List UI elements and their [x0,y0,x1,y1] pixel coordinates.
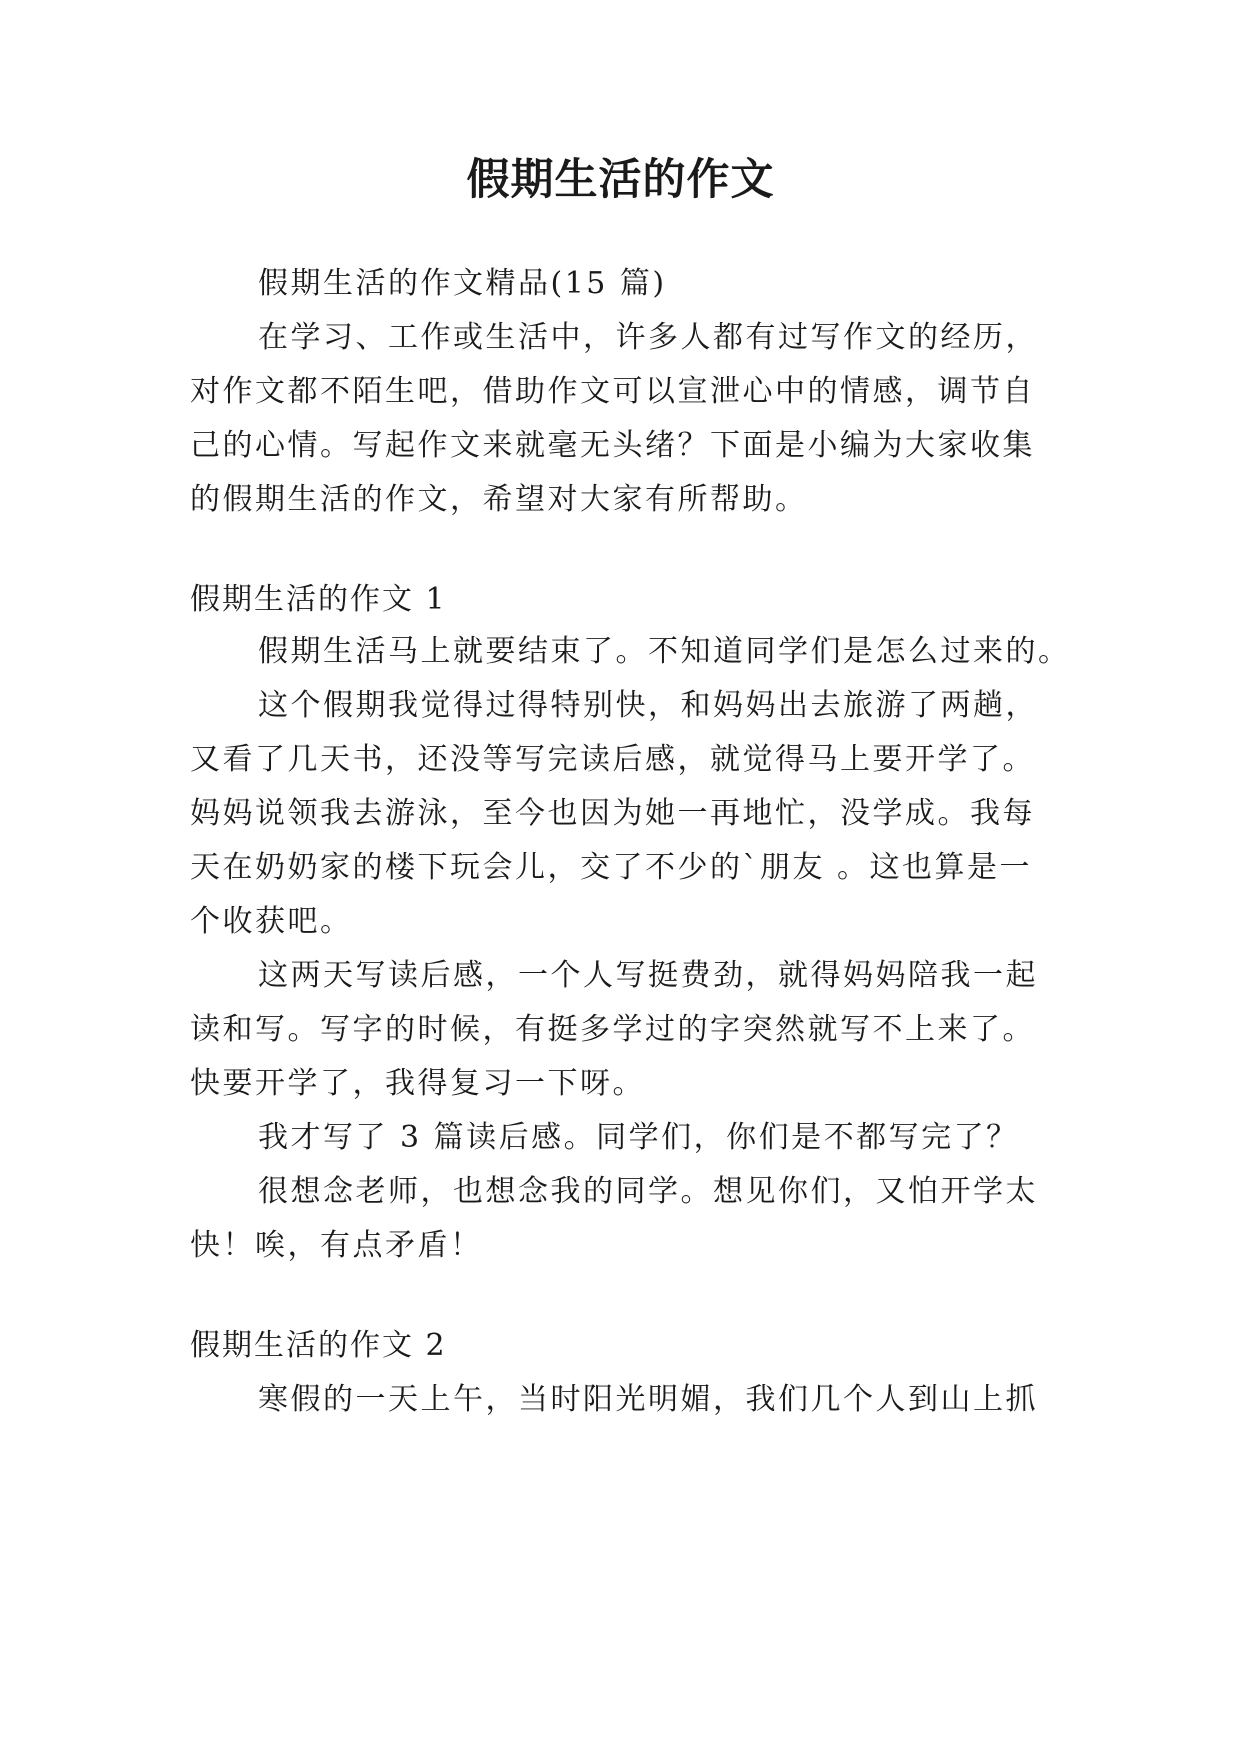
essay1-line: 妈妈说领我去游泳，至今也因为她一再地忙，没学成。我每 [190,796,1035,831]
essay1-heading: 假期生活的作文 1 [190,582,447,617]
intro-line: 的假期生活的作文，希望对大家有所帮助。 [190,482,808,517]
essay1-line: 快！唉，有点矛盾！ [190,1228,483,1263]
essay1-line: 快要开学了，我得复习一下呀。 [190,1066,645,1101]
document-subtitle: 假期生活的作文精品(15 篇) [258,266,667,301]
essay1-line: 这两天写读后感，一个人写挺费劲，就得妈妈陪我一起 [258,958,1038,993]
document-title: 假期生活的作文 [466,155,775,205]
intro-line: 己的心情。写起作文来就毫无头绪？下面是小编为大家收集 [190,428,1035,463]
essay1-line: 很想念老师，也想念我的同学。想见你们，又怕开学太 [258,1174,1038,1209]
essay1-line: 读和写。写字的时候，有挺多学过的字突然就写不上来了。 [190,1012,1035,1047]
essay1-line: 天在奶奶家的楼下玩会儿，交了不少的`朋友 。这也算是一 [190,850,1033,885]
intro-line: 对作文都不陌生吧，借助作文可以宣泄心中的情感，调节自 [190,374,1035,409]
essay1-line: 假期生活马上就要结束了。不知道同学们是怎么过来的。 [258,634,1071,669]
essay1-line: 我才写了 3 篇读后感。同学们，你们是不都写完了？ [258,1120,1019,1155]
essay1-line: 这个假期我觉得过得特别快，和妈妈出去旅游了两趟， [258,688,1038,723]
essay1-line: 又看了几天书，还没等写完读后感，就觉得马上要开学了。 [190,742,1035,777]
essay1-line: 个收获吧。 [190,904,353,939]
essay2-heading: 假期生活的作文 2 [190,1328,447,1363]
intro-line: 在学习、工作或生活中，许多人都有过写作文的经历， [258,320,1038,355]
essay2-line: 寒假的一天上午，当时阳光明媚，我们几个人到山上抓 [258,1382,1038,1417]
